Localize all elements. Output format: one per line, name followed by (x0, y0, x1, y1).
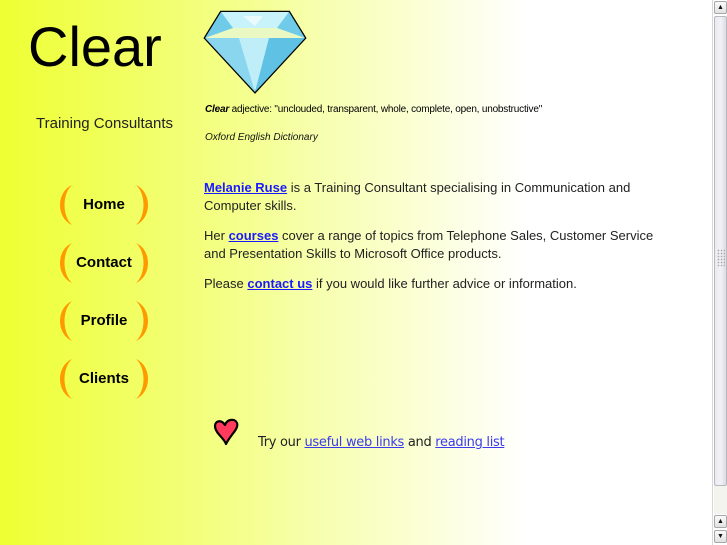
courses-paragraph (204, 227, 674, 263)
contact-text: if you would like further advice or information. (312, 276, 577, 291)
definition-source: Oxford English Dictionary (205, 132, 318, 143)
nav-home-button[interactable] (50, 184, 158, 226)
contact-paragraph (204, 275, 674, 293)
useful-web-links-link[interactable]: useful web links (304, 435, 405, 450)
footer-links-line (258, 435, 504, 450)
nav-contact-label: Contact (76, 254, 132, 271)
contact-us-link[interactable]: contact us (247, 276, 313, 291)
contact-prefix: Please (204, 276, 248, 291)
scroll-up-button[interactable]: ▲ (714, 1, 727, 14)
scrollbar-track[interactable] (714, 486, 727, 514)
scrollbar-grip-icon (717, 249, 725, 267)
heart-icon (212, 417, 242, 447)
scroll-down-button[interactable]: ▼ (714, 530, 727, 543)
melanie-ruse-link[interactable]: Melanie Ruse (204, 180, 288, 195)
reading-list-link[interactable]: reading list (435, 435, 505, 450)
site-tagline: Training Consultants (36, 115, 174, 132)
courses-text: cover a range of topics from Telephone Sales, Customer Service and Presentation Skills to Microsoft Office products. (204, 228, 654, 261)
nav-clients-button[interactable] (50, 358, 158, 400)
vertical-scrollbar[interactable] (712, 0, 727, 545)
site-logo-title: Clear (28, 15, 162, 78)
diamond-icon (203, 8, 307, 94)
intro-paragraph (204, 179, 674, 215)
nav-profile-button[interactable] (50, 300, 158, 342)
courses-link[interactable]: courses (228, 228, 279, 243)
definition-word: Clear (205, 104, 230, 115)
dictionary-definition (205, 104, 542, 115)
footer-middle: and (404, 435, 436, 450)
intro-content (204, 179, 674, 305)
intro-text: is a Training Consultant specialising in Communication and Computer skills. (204, 180, 631, 213)
scrollbar-thumb[interactable] (714, 16, 727, 486)
nav-clients-label: Clients (78, 370, 129, 387)
nav-contact-button[interactable] (50, 242, 158, 284)
courses-prefix: Her (204, 228, 229, 243)
definition-text: adjective: "unclouded, transparent, whole, complete, open, unobstructive" (229, 104, 543, 115)
nav-profile-label: Profile (80, 312, 128, 329)
nav-home-label: Home (83, 196, 125, 213)
footer-prefix: Try our (258, 435, 305, 450)
main-nav (50, 184, 160, 416)
scroll-up-button-lower[interactable]: ▲ (714, 515, 727, 528)
